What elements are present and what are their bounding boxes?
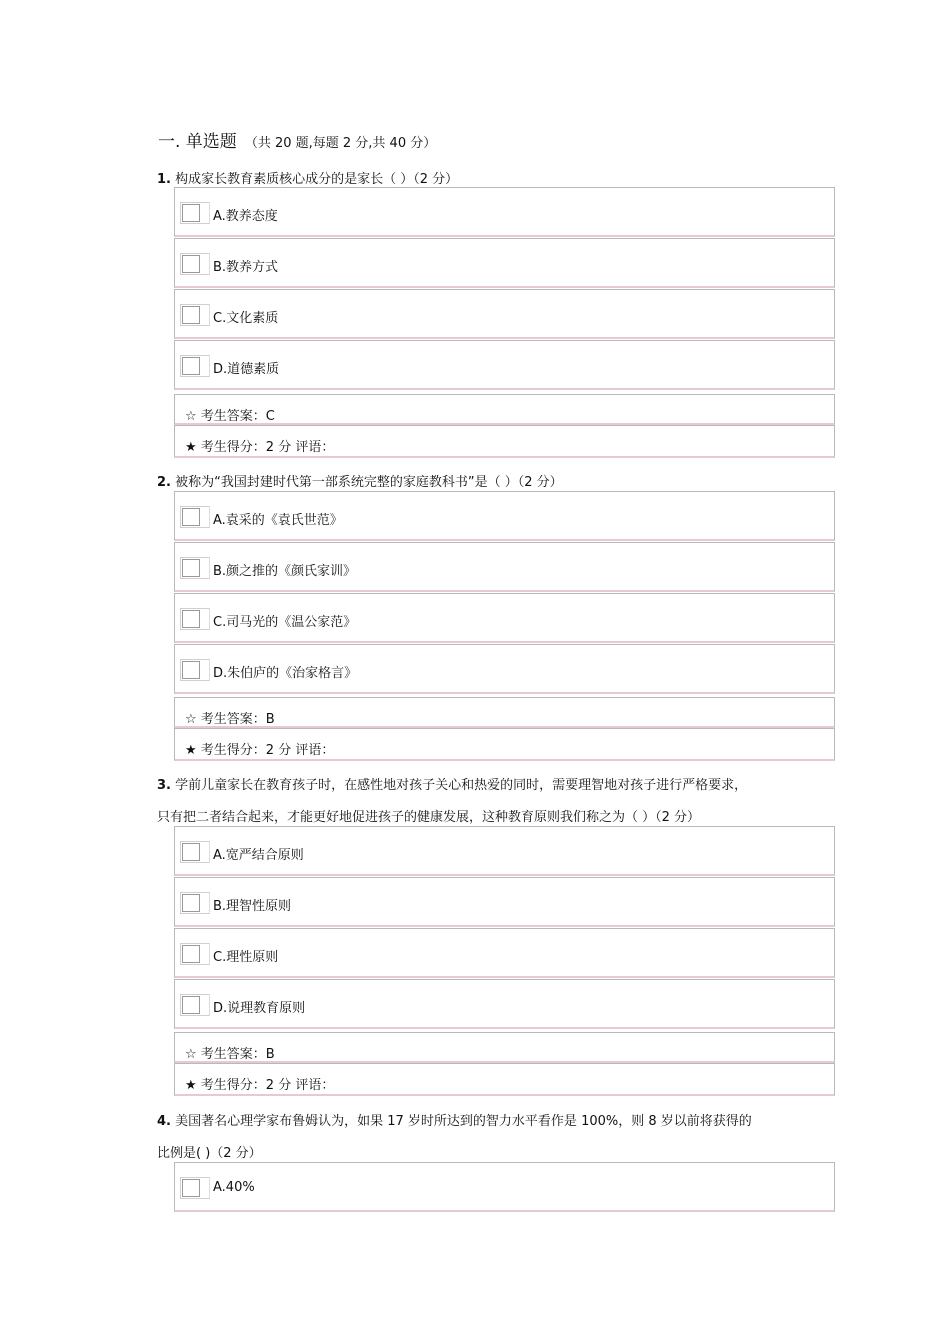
option-label: A.袁采的《袁氏世范》	[213, 513, 343, 528]
student-score: ★ 考生得分：2 分 评语：	[185, 440, 335, 455]
option-label: B.颜之推的《颜氏家训》	[213, 564, 357, 579]
option-label: D.说理教育原则	[213, 1001, 306, 1016]
checkbox-icon[interactable]	[180, 892, 210, 914]
option-c[interactable]	[174, 593, 835, 643]
student-score: ★ 考生得分：2 分 评语：	[185, 743, 335, 758]
checkbox-icon[interactable]	[180, 994, 210, 1016]
option-label: A.教养态度	[213, 209, 278, 224]
option-label: C.司马光的《温公家范》	[213, 615, 357, 630]
checkbox-icon[interactable]	[180, 506, 210, 528]
score-row	[174, 1063, 835, 1096]
score-row	[174, 728, 835, 761]
checkbox-icon[interactable]	[180, 943, 210, 965]
option-label: D.道德素质	[213, 362, 280, 377]
question-title	[157, 1106, 807, 1170]
section-subtitle: （共 20 题,每题 2 分,共 40 分）	[244, 136, 437, 151]
answer-row	[174, 697, 835, 728]
checkbox-icon[interactable]	[180, 253, 210, 275]
checkbox-icon[interactable]	[180, 355, 210, 377]
option-label: A.40%	[213, 1180, 255, 1195]
option-label: B.教养方式	[213, 260, 279, 275]
student-answer: ☆ 考生答案：B	[185, 712, 275, 727]
checkbox-icon[interactable]	[180, 202, 210, 224]
student-answer: ☆ 考生答案：B	[185, 1047, 275, 1062]
checkbox-icon[interactable]	[180, 304, 210, 326]
question-number: 4.	[157, 1114, 171, 1129]
checkbox-icon[interactable]	[180, 841, 210, 863]
question-title	[157, 770, 807, 834]
option-a[interactable]	[174, 491, 835, 541]
score-row	[174, 425, 835, 458]
checkbox-icon[interactable]	[180, 1177, 210, 1199]
question-line: 只有把二者结合起来，才能更好地促进孩子的健康发展，这种教育原则我们称之为（ ）（2 分）	[157, 810, 701, 825]
question-line: 3. 学前儿童家长在教育孩子时，在感性地对孩子关心和热爱的同时，需要理智地对孩子进行严格要求，	[157, 778, 748, 793]
option-a[interactable]	[174, 1162, 835, 1212]
option-label: D.朱伯庐的《治家格言》	[213, 666, 358, 681]
student-answer: ☆ 考生答案：C	[185, 409, 275, 424]
option-label: A.宽严结合原则	[213, 848, 304, 863]
question-line: 4. 美国著名心理学家布鲁姆认为，如果 17 岁时所达到的智力水平看作是 100%，则 8 岁以前将获得的	[157, 1114, 752, 1129]
option-a[interactable]	[174, 826, 835, 876]
checkbox-icon[interactable]	[180, 608, 210, 630]
option-d[interactable]	[174, 979, 835, 1029]
question-line: 1. 构成家长教育素质核心成分的是家长（ ）（2 分）	[157, 172, 459, 187]
option-c[interactable]	[174, 289, 835, 339]
answer-row	[174, 394, 835, 425]
section-heading	[158, 127, 436, 152]
option-b[interactable]	[174, 877, 835, 927]
option-b[interactable]	[174, 542, 835, 592]
question-line: 2. 被称为“我国封建时代第一部系统完整的家庭教科书”是（ ）（2 分）	[157, 475, 563, 490]
option-d[interactable]	[174, 644, 835, 694]
option-label: B.理智性原则	[213, 899, 292, 914]
checkbox-icon[interactable]	[180, 659, 210, 681]
answer-row	[174, 1032, 835, 1063]
question-number: 3.	[157, 778, 171, 793]
option-label: C.理性原则	[213, 950, 279, 965]
option-label: C.文化素质	[213, 311, 279, 326]
option-d[interactable]	[174, 340, 835, 390]
section-title: 一. 单选题	[158, 132, 237, 152]
student-score: ★ 考生得分：2 分 评语：	[185, 1078, 335, 1093]
question-number: 1.	[157, 172, 171, 187]
option-c[interactable]	[174, 928, 835, 978]
checkbox-icon[interactable]	[180, 557, 210, 579]
option-a[interactable]	[174, 187, 835, 237]
question-number: 2.	[157, 475, 171, 490]
option-b[interactable]	[174, 238, 835, 288]
question-line: 比例是( )（2 分）	[157, 1146, 262, 1161]
